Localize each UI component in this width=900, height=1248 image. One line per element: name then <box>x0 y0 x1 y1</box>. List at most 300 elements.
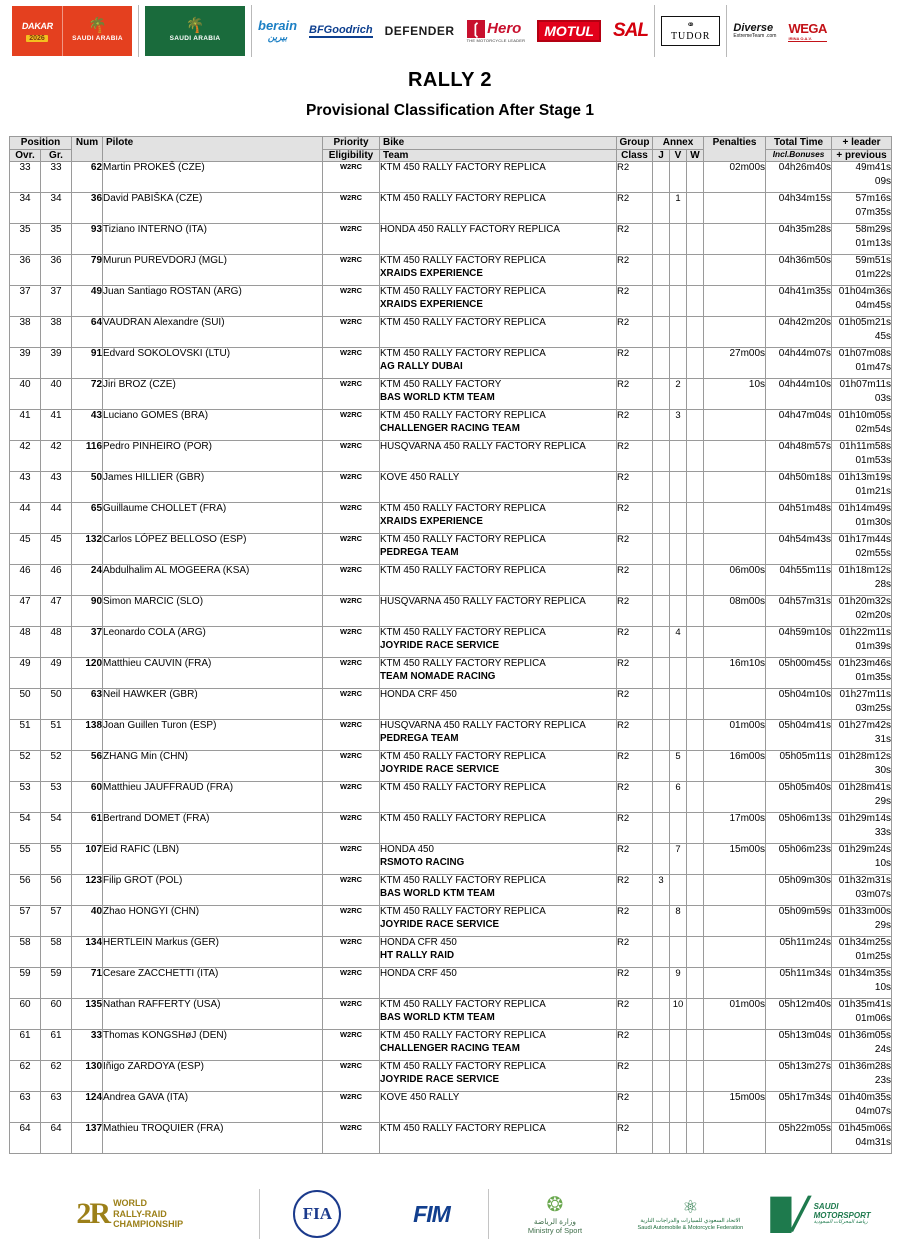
cell-ovr: 38 <box>10 317 41 348</box>
table-row <box>10 1030 892 1061</box>
cell-gap-previous: 02m55s <box>855 548 892 559</box>
bfgoodrich-label: BFGoodrich <box>309 24 373 36</box>
cell-bike-team <box>380 596 617 627</box>
cell-annex-w <box>687 658 704 689</box>
cell-bike: KTM 450 RALLY FACTORY REPLICA <box>380 317 546 328</box>
cell-gap <box>832 627 892 658</box>
cell-bike: KTM 450 RALLY FACTORY REPLICA <box>380 751 546 762</box>
cell-gap <box>832 441 892 472</box>
cell-priority-eligibility: W2RC <box>323 906 380 937</box>
cell-pilote: Matthieu CAUVIN (FRA) <box>103 658 323 689</box>
cell-gap-previous: 01m25s <box>855 951 892 962</box>
cell-team: XRAIDS EXPERIENCE <box>380 299 483 310</box>
cell-annex-v <box>670 1030 687 1061</box>
cell-annex-v <box>670 255 687 286</box>
cell-penalties <box>704 224 766 255</box>
cell-annex-w <box>687 968 704 999</box>
header-priority: Priority <box>323 137 380 150</box>
cell-bike-team <box>380 1092 617 1123</box>
cell-penalties: 27m00s <box>704 348 766 379</box>
cell-penalties <box>704 689 766 720</box>
cell-annex-j <box>653 1123 670 1154</box>
cell-gr: 47 <box>41 596 72 627</box>
header-annex-group: Annex <box>653 137 704 150</box>
sal-logo <box>607 3 654 59</box>
cell-bike: KTM 450 RALLY FACTORY REPLICA <box>380 813 546 824</box>
cell-priority-eligibility: W2RC <box>323 255 380 286</box>
cell-num: 107 <box>72 844 103 875</box>
cell-num: 72 <box>72 379 103 410</box>
cell-gap <box>832 1092 892 1123</box>
cell-team: AG RALLY DUBAI <box>380 361 463 372</box>
berain-arabic: بيرين <box>267 32 288 43</box>
cell-annex-v: 7 <box>670 844 687 875</box>
cell-annex-w <box>687 689 704 720</box>
cell-ovr: 59 <box>10 968 41 999</box>
cell-num: 50 <box>72 472 103 503</box>
cell-total-time: 05h13m27s <box>766 1061 832 1092</box>
cell-team: JOYRIDE RACE SERVICE <box>380 919 500 930</box>
cell-penalties: 17m00s <box>704 813 766 844</box>
cell-pilote: David PABIŠKA (CZE) <box>103 193 323 224</box>
cell-gap-leader: 01h17m44s <box>838 534 892 545</box>
cell-annex-v <box>670 813 687 844</box>
berain-logo <box>252 3 303 59</box>
cell-bike-team <box>380 937 617 968</box>
cell-bike: HONDA 450 <box>380 844 434 855</box>
cell-priority-eligibility: W2RC <box>323 503 380 534</box>
table-row <box>10 968 892 999</box>
cell-gap <box>832 162 892 193</box>
cell-gap-previous: 01m21s <box>855 486 892 497</box>
cell-ovr: 60 <box>10 999 41 1030</box>
table-row <box>10 782 892 813</box>
table-row <box>10 1123 892 1154</box>
cell-total-time: 04h51m48s <box>766 503 832 534</box>
cell-annex-w <box>687 937 704 968</box>
fia-logo <box>260 1186 374 1242</box>
cell-pilote: Filip GROT (POL) <box>103 875 323 906</box>
cell-annex-w <box>687 1123 704 1154</box>
cell-bike-team <box>380 441 617 472</box>
cell-bike: KTM 450 RALLY FACTORY REPLICA <box>380 503 546 514</box>
cell-ovr: 50 <box>10 689 41 720</box>
cell-penalties <box>704 875 766 906</box>
cell-group-class: R2 <box>617 658 653 689</box>
cell-bike: KTM 450 RALLY FACTORY REPLICA <box>380 1123 546 1134</box>
cell-gap <box>832 968 892 999</box>
ministry-of-sport-logo <box>489 1186 620 1242</box>
cell-gap-previous: 04m45s <box>855 300 892 311</box>
ministry-of-sport-emblem-icon: ❂ <box>546 1194 564 1216</box>
cell-gr: 36 <box>41 255 72 286</box>
cell-annex-v <box>670 689 687 720</box>
cell-penalties: 06m00s <box>704 565 766 596</box>
cell-annex-j <box>653 193 670 224</box>
cell-num: 62 <box>72 162 103 193</box>
cell-ovr: 36 <box>10 255 41 286</box>
palm-sword-icon: 🌴 <box>185 17 205 34</box>
cell-num: 61 <box>72 813 103 844</box>
cell-annex-w <box>687 627 704 658</box>
cell-pilote: ZHANG Min (CHN) <box>103 751 323 782</box>
cell-gap-previous: 29s <box>874 796 892 807</box>
cell-annex-w <box>687 255 704 286</box>
cell-total-time: 05h09m30s <box>766 875 832 906</box>
cell-pilote: HERTLEIN Markus (GER) <box>103 937 323 968</box>
cell-gr: 59 <box>41 968 72 999</box>
sal-label: SAL <box>612 20 648 41</box>
cell-annex-j <box>653 751 670 782</box>
cell-bike-team <box>380 410 617 441</box>
cell-gap <box>832 689 892 720</box>
cell-gap-leader: 01h34m25s <box>838 937 892 948</box>
cell-total-time: 04h36m50s <box>766 255 832 286</box>
cell-total-time: 05h05m40s <box>766 782 832 813</box>
cell-gap-leader: 01h40m35s <box>838 1092 892 1103</box>
fim-label: FIM <box>413 1200 450 1227</box>
cell-gap <box>832 1061 892 1092</box>
cell-priority-eligibility: W2RC <box>323 379 380 410</box>
cell-total-time: 05h22m05s <box>766 1123 832 1154</box>
cell-group-class: R2 <box>617 255 653 286</box>
cell-num: 36 <box>72 193 103 224</box>
table-row <box>10 689 892 720</box>
saudi-motorsport-arabic: رياضة المحركات السعودية <box>813 1219 868 1226</box>
cell-gap-previous: 01m53s <box>855 455 892 466</box>
cell-priority-eligibility: W2RC <box>323 1030 380 1061</box>
cell-num: 64 <box>72 317 103 348</box>
cell-bike-team <box>380 534 617 565</box>
cell-total-time: 04h57m31s <box>766 596 832 627</box>
cell-gap-leader: 01h14m49s <box>838 503 892 514</box>
cell-gr: 64 <box>41 1123 72 1154</box>
cell-gap-leader: 01h35m41s <box>838 999 892 1010</box>
cell-annex-v <box>670 348 687 379</box>
cell-penalties <box>704 968 766 999</box>
table-row <box>10 193 892 224</box>
cell-penalties <box>704 286 766 317</box>
cell-pilote: Mathieu TROQUIER (FRA) <box>103 1123 323 1154</box>
cell-bike-team <box>380 689 617 720</box>
cell-penalties <box>704 1123 766 1154</box>
cell-bike: KTM 450 RALLY FACTORY REPLICA <box>380 410 546 421</box>
cell-team: JOYRIDE RACE SERVICE <box>380 1074 500 1085</box>
cell-group-class: R2 <box>617 193 653 224</box>
cell-total-time: 05h04m10s <box>766 689 832 720</box>
cell-ovr: 57 <box>10 906 41 937</box>
cell-team: HT RALLY RAID <box>380 950 455 961</box>
cell-total-time: 04h34m15s <box>766 193 832 224</box>
cell-pilote: Murun PUREVDORJ (MGL) <box>103 255 323 286</box>
cell-gap-previous: 01m47s <box>855 362 892 373</box>
cell-gap <box>832 379 892 410</box>
cell-annex-w <box>687 782 704 813</box>
cell-annex-v: 5 <box>670 751 687 782</box>
cell-gap <box>832 565 892 596</box>
cell-annex-v: 8 <box>670 906 687 937</box>
wega-logo <box>782 3 832 59</box>
top-sponsor-bar <box>6 3 894 59</box>
cell-gr: 43 <box>41 472 72 503</box>
cell-annex-v <box>670 503 687 534</box>
cell-annex-v: 10 <box>670 999 687 1030</box>
motul-logo <box>531 3 607 59</box>
table-row <box>10 751 892 782</box>
cell-ovr: 48 <box>10 627 41 658</box>
cell-bike-team <box>380 720 617 751</box>
cell-gap <box>832 906 892 937</box>
table-row <box>10 224 892 255</box>
cell-num: 123 <box>72 875 103 906</box>
cell-total-time: 04h55m11s <box>766 565 832 596</box>
ministry-of-sport-label: Ministry of Sport <box>527 1226 583 1235</box>
cell-gap-leader: 01h13m19s <box>838 472 892 483</box>
cell-priority-eligibility: W2RC <box>323 720 380 751</box>
header-team: Team <box>380 149 617 162</box>
cell-annex-j <box>653 410 670 441</box>
cell-annex-w <box>687 472 704 503</box>
cell-group-class: R2 <box>617 1061 653 1092</box>
cell-priority-eligibility: W2RC <box>323 224 380 255</box>
cell-gap-previous: 03s <box>874 393 892 404</box>
cell-gap <box>832 410 892 441</box>
cell-gap-previous: 04m31s <box>855 1137 892 1148</box>
cell-gap <box>832 286 892 317</box>
cell-gap-previous: 24s <box>874 1044 892 1055</box>
cell-num: 120 <box>72 658 103 689</box>
cell-priority-eligibility: W2RC <box>323 472 380 503</box>
saudi-automobile-motorcycle-federation-logo <box>621 1186 761 1242</box>
cell-annex-w <box>687 875 704 906</box>
cell-bike: KTM 450 RALLY FACTORY REPLICA <box>380 906 546 917</box>
cell-gap-previous: 02m20s <box>855 610 892 621</box>
cell-annex-j <box>653 348 670 379</box>
cell-group-class: R2 <box>617 720 653 751</box>
cell-team: BAS WORLD KTM TEAM <box>380 1012 495 1023</box>
cell-group-class: R2 <box>617 627 653 658</box>
cell-annex-j <box>653 937 670 968</box>
cell-ovr: 45 <box>10 534 41 565</box>
saudi-arabia-label: SAUDI ARABIA <box>169 35 221 42</box>
header-previous: + previous <box>832 149 892 162</box>
w2rc-mark: 2R <box>76 1197 110 1230</box>
cell-bike: KTM 450 RALLY FACTORY REPLICA <box>380 534 546 545</box>
cell-gap-previous: 03m25s <box>855 703 892 714</box>
cell-gap <box>832 596 892 627</box>
cell-priority-eligibility: W2RC <box>323 875 380 906</box>
cell-gap-leader: 49m41s <box>855 162 892 173</box>
cell-gap <box>832 534 892 565</box>
cell-gap-leader: 01h27m11s <box>839 689 892 700</box>
cell-bike: HONDA CFR 450 <box>380 937 457 948</box>
cell-team: JOYRIDE RACE SERVICE <box>380 764 500 775</box>
cell-pilote: Cesare ZACCHETTI (ITA) <box>103 968 323 999</box>
cell-pilote: Luciano GOMES (BRA) <box>103 410 323 441</box>
cell-team: BAS WORLD KTM TEAM <box>380 392 495 403</box>
header-gr: Gr. <box>41 149 72 162</box>
cell-group-class: R2 <box>617 689 653 720</box>
cell-pilote: Guillaume CHOLLET (FRA) <box>103 503 323 534</box>
table-row <box>10 379 892 410</box>
cell-ovr: 47 <box>10 596 41 627</box>
cell-annex-j <box>653 596 670 627</box>
cell-gap <box>832 658 892 689</box>
cell-annex-v: 2 <box>670 379 687 410</box>
cell-gap <box>832 1123 892 1154</box>
cell-bike: KTM 450 RALLY FACTORY REPLICA <box>380 1061 546 1072</box>
cell-priority-eligibility: W2RC <box>323 596 380 627</box>
cell-pilote: VAUDRAN Alexandre (SUI) <box>103 317 323 348</box>
cell-priority-eligibility: W2RC <box>323 999 380 1030</box>
cell-gr: 48 <box>41 627 72 658</box>
cell-gap-leader: 01h07m08s <box>838 348 892 359</box>
cell-gr: 55 <box>41 844 72 875</box>
cell-annex-v <box>670 317 687 348</box>
cell-priority-eligibility: W2RC <box>323 813 380 844</box>
cell-bike: KTM 450 RALLY FACTORY REPLICA <box>380 782 546 793</box>
cell-priority-eligibility: W2RC <box>323 441 380 472</box>
cell-annex-w <box>687 193 704 224</box>
fim-logo <box>374 1186 488 1242</box>
cell-bike-team <box>380 162 617 193</box>
cell-pilote: Nathan RAFFERTY (USA) <box>103 999 323 1030</box>
cell-ovr: 56 <box>10 875 41 906</box>
cell-bike: HONDA 450 RALLY FACTORY REPLICA <box>380 224 560 235</box>
cell-annex-j <box>653 813 670 844</box>
cell-priority-eligibility: W2RC <box>323 317 380 348</box>
cell-ovr: 54 <box>10 813 41 844</box>
cell-penalties: 10s <box>704 379 766 410</box>
cell-annex-v <box>670 565 687 596</box>
cell-pilote: Simon MARCIC (SLO) <box>103 596 323 627</box>
cell-gap <box>832 255 892 286</box>
cell-total-time: 05h09m59s <box>766 906 832 937</box>
hero-tagline: THE MOTORCYCLE LEADER <box>466 37 526 43</box>
cell-annex-v <box>670 286 687 317</box>
cell-penalties <box>704 937 766 968</box>
header-class: Class <box>617 149 653 162</box>
header-num: Num <box>72 137 103 162</box>
cell-annex-w <box>687 286 704 317</box>
cell-ovr: 41 <box>10 410 41 441</box>
cell-num: 65 <box>72 503 103 534</box>
cell-num: 79 <box>72 255 103 286</box>
header-penalties: Penalties <box>704 137 766 162</box>
cell-ovr: 40 <box>10 379 41 410</box>
cell-gap-previous: 45s <box>874 331 892 342</box>
cell-gr: 60 <box>41 999 72 1030</box>
saudi-motorsport-mark-icon: █╱ <box>770 1197 810 1231</box>
cell-bike-team <box>380 1123 617 1154</box>
cell-gap-previous: 10s <box>874 982 892 993</box>
cell-gr: 57 <box>41 906 72 937</box>
cell-ovr: 64 <box>10 1123 41 1154</box>
cell-total-time: 05h00m45s <box>766 658 832 689</box>
cell-group-class: R2 <box>617 937 653 968</box>
cell-gr: 35 <box>41 224 72 255</box>
header-annex-v: V <box>670 149 687 162</box>
cell-num: 93 <box>72 224 103 255</box>
cell-num: 91 <box>72 348 103 379</box>
cell-penalties <box>704 255 766 286</box>
cell-penalties <box>704 317 766 348</box>
cell-gap-previous: 09s <box>874 176 892 187</box>
cell-bike-team <box>380 503 617 534</box>
cell-gap-previous: 07m35s <box>855 207 892 218</box>
cell-penalties: 16m10s <box>704 658 766 689</box>
cell-group-class: R2 <box>617 286 653 317</box>
cell-group-class: R2 <box>617 472 653 503</box>
table-row <box>10 255 892 286</box>
cell-annex-w <box>687 596 704 627</box>
cell-bike-team <box>380 286 617 317</box>
tudor-shield-icon: ⚭ <box>686 20 695 31</box>
cell-bike: KTM 450 RALLY FACTORY REPLICA <box>380 999 546 1010</box>
page-subtitle: Provisional Classification After Stage 1 <box>306 102 594 119</box>
cell-gap-previous: 02m54s <box>855 424 892 435</box>
cell-gap-leader: 01h28m41s <box>838 782 892 793</box>
cell-group-class: R2 <box>617 503 653 534</box>
cell-annex-j <box>653 162 670 193</box>
cell-group-class: R2 <box>617 317 653 348</box>
cell-total-time: 04h44m07s <box>766 348 832 379</box>
cell-team: PEDREGA TEAM <box>380 733 459 744</box>
cell-bike: KTM 450 RALLY FACTORY REPLICA <box>380 255 546 266</box>
header-annex-j: J <box>653 149 670 162</box>
cell-total-time: 05h06m13s <box>766 813 832 844</box>
cell-bike-team <box>380 813 617 844</box>
cell-num: 124 <box>72 1092 103 1123</box>
cell-annex-w <box>687 441 704 472</box>
cell-gap <box>832 937 892 968</box>
hero-mark-icon: ❲ <box>467 20 486 38</box>
cell-pilote: Iñigo ZARDOYA (ESP) <box>103 1061 323 1092</box>
header-eligibility: Eligibility <box>323 149 380 162</box>
cell-gap-previous: 01m30s <box>855 517 892 528</box>
cell-bike-team <box>380 999 617 1030</box>
cell-group-class: R2 <box>617 1030 653 1061</box>
diverse-sub: ExtremeTeam .com <box>733 33 777 39</box>
cell-gap <box>832 472 892 503</box>
cell-priority-eligibility: W2RC <box>323 565 380 596</box>
cell-pilote: Eid RAFIC (LBN) <box>103 844 323 875</box>
cell-gap <box>832 720 892 751</box>
cell-gap-leader: 01h29m14s <box>838 813 892 824</box>
cell-total-time: 04h54m43s <box>766 534 832 565</box>
cell-gap <box>832 193 892 224</box>
cell-pilote: Pedro PINHEIRO (POR) <box>103 441 323 472</box>
cell-total-time: 04h59m10s <box>766 627 832 658</box>
cell-annex-v <box>670 875 687 906</box>
cell-bike-team <box>380 658 617 689</box>
cell-gap-leader: 01h36m05s <box>838 1030 892 1041</box>
cell-annex-j <box>653 472 670 503</box>
cell-gap-leader: 01h36m28s <box>838 1061 892 1072</box>
table-row <box>10 720 892 751</box>
cell-pilote: Matthieu JAUFFRAUD (FRA) <box>103 782 323 813</box>
cell-annex-w <box>687 999 704 1030</box>
cell-gap-previous: 01m13s <box>855 238 892 249</box>
defender-label: DEFENDER <box>384 24 455 38</box>
cell-num: 24 <box>72 565 103 596</box>
cell-annex-v <box>670 534 687 565</box>
cell-pilote: Leonardo COLA (ARG) <box>103 627 323 658</box>
cell-bike-team <box>380 906 617 937</box>
cell-priority-eligibility: W2RC <box>323 348 380 379</box>
cell-priority-eligibility: W2RC <box>323 782 380 813</box>
cell-penalties: 08m00s <box>704 596 766 627</box>
